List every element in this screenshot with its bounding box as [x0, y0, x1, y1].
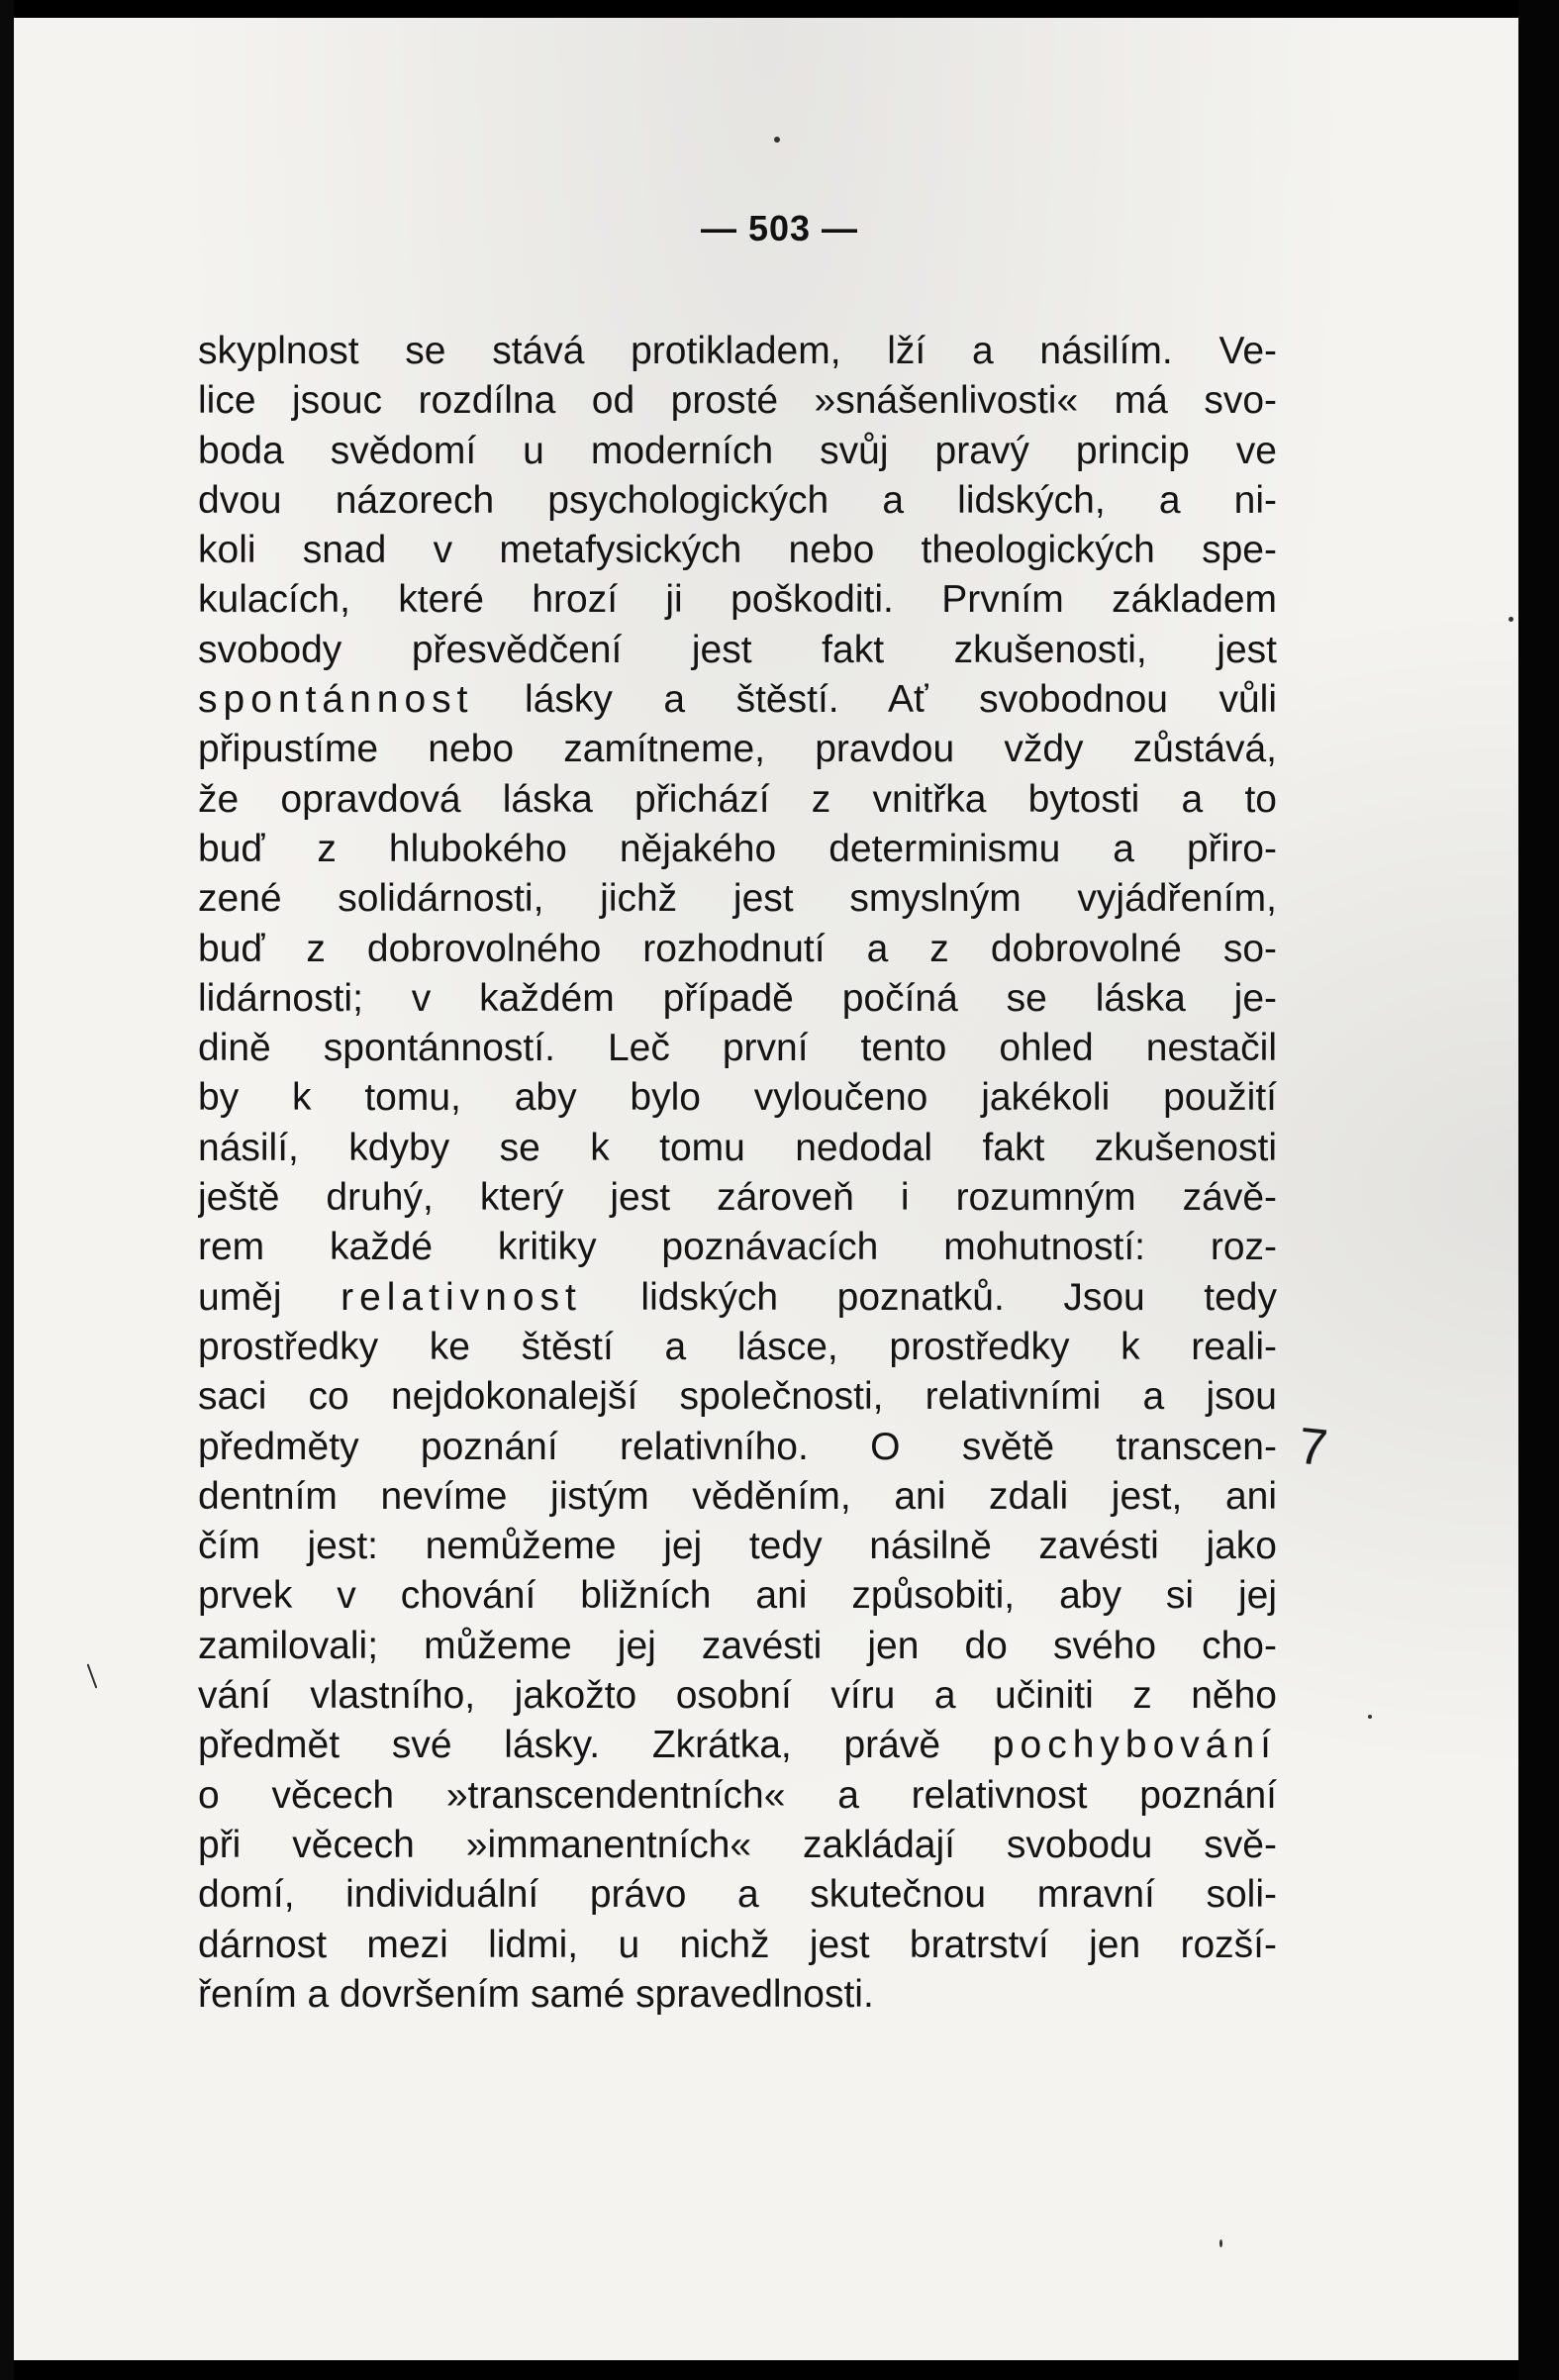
text-line	[198, 1821, 1277, 1870]
text-line	[198, 427, 1277, 476]
text-segment: buď z dobrovolného rozhodnutí a z dobrovolné so-	[198, 927, 1277, 970]
text-segment: vání vlastního, jakožto osobní víru a učiniti z něho	[198, 1674, 1277, 1718]
text-line	[198, 874, 1277, 924]
text-segment: dvou názorech psychologických a lidských, a ni-	[198, 478, 1277, 522]
text-segment: ještě druhý, který jest zároveň i rozumným závě-	[198, 1176, 1277, 1220]
text-line	[198, 626, 1277, 675]
text-segment: lice jsouc rozdílna od prosté »snášenlivosti« má svo-	[198, 379, 1277, 423]
spaced-emphasis: spontánnost	[198, 678, 474, 722]
text-line	[198, 1970, 1277, 2020]
spaced-emphasis: pochybování	[992, 1724, 1277, 1767]
text-line	[198, 1472, 1277, 1522]
text-line	[198, 575, 1277, 625]
text-segment: násilí, kdyby se k tomu nedodal fakt zkušenosti	[198, 1126, 1277, 1169]
text-segment: připustíme nebo zamítneme, pravdou vždy zůstává,	[198, 728, 1277, 771]
text-line	[198, 1671, 1277, 1721]
text-segment: dentním nevíme jistým věděním, ani zdali jest, ani	[198, 1474, 1277, 1518]
text-line	[198, 1622, 1277, 1671]
text-segment: rem každé kritiky poznávacích mohutností: roz-	[198, 1226, 1277, 1269]
text-segment: lidárnosti; v každém případě počíná se láska je-	[198, 976, 1277, 1020]
text-segment: čím jest: nemůžeme jej tedy násilně zavésti jako	[198, 1525, 1277, 1568]
text-segment: domí, individuální právo a skutečnou mravní soli-	[198, 1873, 1277, 1917]
text-segment: svobody přesvědčení jest fakt zkušenosti, jest	[198, 628, 1277, 671]
text-segment: skyplnost se stává protikladem, lží a násilím. Ve-	[198, 330, 1277, 372]
text-line	[198, 1073, 1277, 1123]
text-line	[198, 675, 1277, 725]
text-line	[198, 1273, 1277, 1323]
text-segment: lidských poznatků. Jsou tedy	[581, 1275, 1277, 1319]
text-segment: zené solidárnosti, jichž jest smyslným vyjádřením,	[198, 877, 1277, 921]
text-line	[198, 1571, 1277, 1621]
text-segment: dárnost mezi lidmi, u nichž jest bratrství jen rozší-	[198, 1923, 1277, 1966]
text-line	[198, 327, 1277, 376]
speck	[1368, 1715, 1372, 1719]
text-line	[198, 1173, 1277, 1223]
text-line	[198, 476, 1277, 526]
text-line	[198, 974, 1277, 1024]
speck	[1219, 2239, 1222, 2247]
text-line	[198, 1372, 1277, 1422]
text-segment: prostředky ke štěstí a lásce, prostředky k reali-	[198, 1325, 1277, 1368]
text-segment: dině spontánností. Leč první tento ohled nestačil	[198, 1027, 1277, 1070]
right-scan-border	[1518, 0, 1559, 2380]
text-segment: prvek v chování bližních ani způsobiti, aby si jej	[198, 1574, 1277, 1618]
speck	[1509, 617, 1513, 622]
text-line	[198, 1721, 1277, 1770]
text-line	[198, 1124, 1277, 1173]
text-line	[198, 1024, 1277, 1073]
text-line	[198, 1423, 1277, 1472]
speck	[774, 137, 780, 143]
text-segment: řením a dovršením samé spravedlnosti.	[198, 1972, 874, 2016]
text-line	[198, 775, 1277, 825]
text-segment: uměj	[198, 1275, 341, 1319]
text-segment: předmět své lásky. Zkrátka, právě	[198, 1724, 993, 1767]
text-segment: že opravdová láska přichází z vnitřka bytosti a to	[198, 777, 1277, 821]
page-number: — 503 —	[700, 208, 859, 248]
text-line	[198, 1921, 1277, 1970]
text-segment: boda svědomí u moderních svůj pravý princip ve	[198, 429, 1277, 472]
body-text	[198, 327, 1277, 2020]
text-line	[198, 725, 1277, 774]
text-line	[198, 925, 1277, 974]
text-segment: zamilovali; můžeme jej zavésti jen do svého cho-	[198, 1624, 1277, 1667]
text-segment: při věcech »immanentních« zakládají svobodu svě-	[198, 1823, 1277, 1866]
text-line	[198, 1771, 1277, 1821]
margin-pencil-mark: 7	[1296, 1417, 1330, 1478]
text-line	[198, 825, 1277, 874]
text-line	[198, 1323, 1277, 1372]
text-segment: by k tomu, aby bylo vyloučeno jakékoli použití	[198, 1076, 1277, 1120]
left-scan-border	[0, 0, 14, 2380]
text-segment: lásky a štěstí. Ať svobodnou vůli	[473, 678, 1277, 722]
text-segment: buď z hlubokého nějakého determinismu a přiro-	[198, 827, 1277, 870]
text-line	[198, 1522, 1277, 1571]
text-line	[198, 1223, 1277, 1272]
text-line	[198, 376, 1277, 426]
text-segment: saci co nejdokonalejší společnosti, relativními a jsou	[198, 1375, 1277, 1419]
text-segment: koli snad v metafysických nebo theologických spe-	[198, 529, 1277, 572]
spaced-emphasis: relativnost	[341, 1275, 582, 1319]
text-line	[198, 526, 1277, 575]
text-segment: předměty poznání relativního. O světě transcen-	[198, 1425, 1277, 1468]
text-segment: o věcech »transcendentních« a relativnost poznání	[198, 1773, 1277, 1817]
text-line	[198, 1870, 1277, 1920]
text-segment: kulacích, které hrozí ji poškoditi. Prvním základem	[198, 578, 1277, 622]
